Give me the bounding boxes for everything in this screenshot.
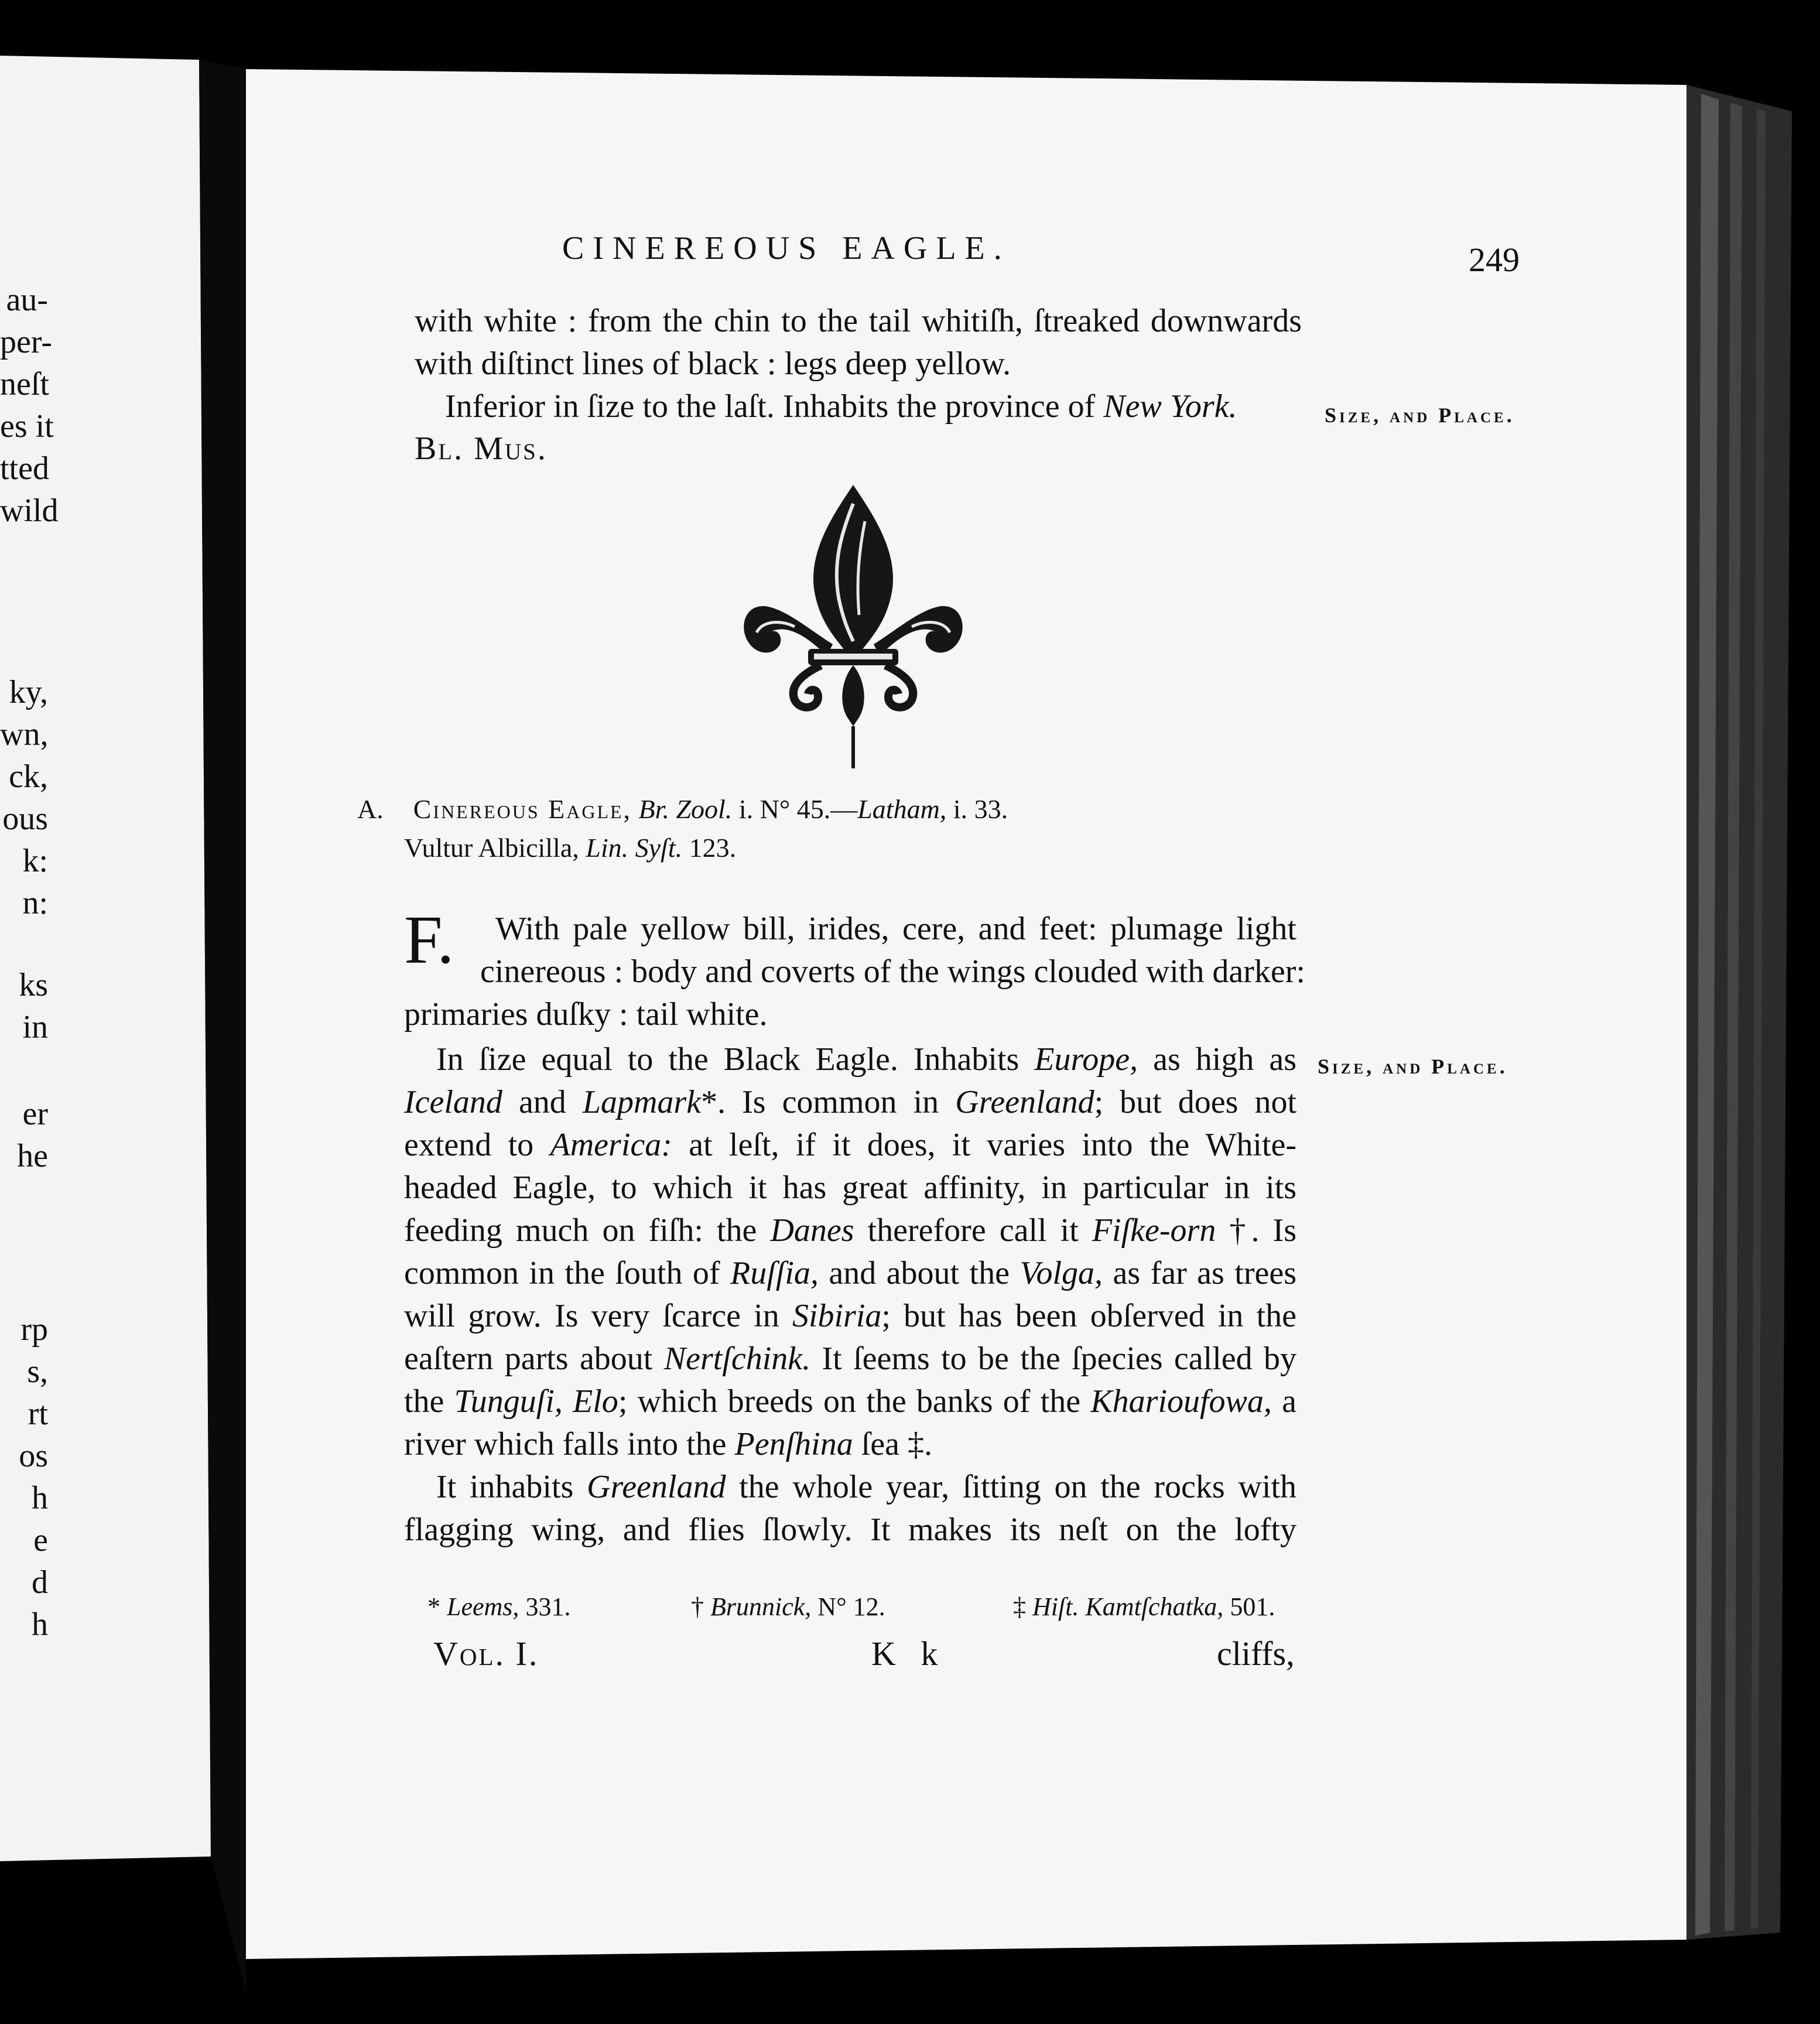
catchword: cliffs,	[1217, 1635, 1295, 1673]
text-line	[404, 1124, 1296, 1167]
place-name: Greenland	[587, 1469, 726, 1505]
running-head	[562, 230, 1011, 267]
prev-line: ky,	[9, 674, 48, 710]
place-name: Iceland	[404, 1084, 502, 1120]
text-run: In ſize equal to the Black Eagle. Inhabits	[436, 1041, 1035, 1078]
latin-name: Vultur Albicilla,	[404, 833, 586, 863]
people-name: Danes	[770, 1212, 854, 1249]
citation-number: i. N° 45.—	[732, 794, 858, 824]
text-run: at leſt, if it does, it varies into the White-	[672, 1127, 1297, 1163]
text-line: primaries duſky : tail white.	[404, 996, 768, 1032]
text-line: with diſtinct lines of black : legs deep yellow.	[415, 346, 1011, 382]
place-name: Lapmark	[582, 1084, 702, 1120]
text-run: as high as	[1138, 1041, 1296, 1078]
text-line	[404, 1209, 1296, 1252]
text-run: a	[1271, 1383, 1297, 1420]
text-run: ; which breeds on the banks of the	[618, 1383, 1091, 1420]
text-run: the whole year, ſitting on the rocks with	[726, 1469, 1296, 1505]
prev-line: wn,	[0, 716, 49, 753]
text-line	[404, 1380, 1296, 1423]
text-run: †. Is	[1216, 1212, 1296, 1249]
text-run: and about the	[818, 1255, 1020, 1291]
prev-line: per-	[0, 324, 53, 360]
text-run: Inferior in ſize to the laſt. Inhabits the province of	[445, 388, 1104, 425]
footnote-author: Brunnick,	[710, 1592, 812, 1621]
prev-line: s,	[27, 1353, 48, 1390]
citation-number: i. 33.	[946, 794, 1008, 824]
margin-note: Size, and Place.	[1325, 404, 1515, 427]
footnote-author: Leems,	[447, 1592, 519, 1621]
prev-line: ous	[2, 801, 48, 837]
prev-line: os	[19, 1438, 48, 1474]
volume-label: Vol. I.	[433, 1635, 539, 1673]
text-run: and	[502, 1084, 583, 1120]
citation-author: Latham,	[857, 794, 947, 824]
footnote	[691, 1592, 885, 1622]
text-run: feeding much on fiſh: the	[404, 1212, 771, 1249]
prev-line: e	[33, 1522, 48, 1558]
text-run: It inhabits	[436, 1469, 587, 1505]
footnote-ref: 501.	[1223, 1592, 1275, 1621]
text-run: ; but does not	[1094, 1084, 1296, 1120]
place-name: Europe,	[1034, 1041, 1138, 1078]
footnote-mark: *	[427, 1592, 447, 1621]
text-run: ſea ‡.	[853, 1426, 932, 1462]
text-run: ; but has been obſerved in the	[881, 1298, 1296, 1334]
text-line	[436, 1038, 1296, 1081]
text-line	[404, 1295, 1296, 1338]
prev-line: he	[17, 1138, 48, 1174]
signature-mark: K k	[871, 1635, 946, 1673]
museum-reference: Bl. Mus.	[415, 430, 548, 467]
footnote	[427, 1592, 570, 1622]
text-run: the	[404, 1383, 454, 1420]
text-run: will grow. Is very ſcarce in	[404, 1298, 792, 1334]
text-line	[404, 1081, 1296, 1124]
synonymy-line-2	[404, 830, 736, 866]
place-name: America:	[550, 1127, 672, 1163]
text-line	[404, 1338, 1296, 1380]
place-name: Penſhina	[734, 1426, 853, 1462]
species-heading: Cinereous Eagle,	[413, 794, 632, 824]
page-number: 249	[1469, 241, 1520, 279]
prev-line: wild	[0, 493, 59, 529]
prev-line: k:	[22, 843, 48, 879]
footnote	[1013, 1592, 1275, 1622]
text-run: extend to	[404, 1127, 550, 1163]
page-title: CINEREOUS EAGLE.	[562, 230, 1011, 266]
prev-line: ck,	[9, 758, 48, 795]
drop-letter: F.	[404, 901, 454, 978]
citation-title: Br. Zool.	[638, 794, 733, 824]
prev-line: in	[22, 1009, 48, 1045]
footnote-mark: †	[691, 1592, 710, 1621]
text-line: flagging wing, and flies ſlowly. It makes its neſt on the lofty	[404, 1512, 1296, 1548]
place-name: Volga,	[1020, 1255, 1103, 1291]
text-run: river which falls into the	[404, 1426, 735, 1462]
citation-number: 123.	[682, 833, 737, 863]
entry-letter: A.	[357, 794, 384, 824]
people-name: Tunguſi, Elo	[454, 1383, 618, 1420]
text-line	[404, 1252, 1296, 1295]
text-run: therefore call it	[854, 1212, 1092, 1249]
text-line: with white : from the chin to the tail whitiſh, ſtreaked downwards	[415, 303, 1302, 339]
text-run: *. Is common in	[701, 1084, 956, 1120]
prev-line: h	[32, 1606, 48, 1643]
margin-note: Size, and Place.	[1318, 1055, 1508, 1078]
text-run: common in the ſouth of	[404, 1255, 731, 1291]
citation-title: Lin. Syſt.	[586, 833, 683, 863]
prev-line: ks	[19, 967, 48, 1003]
prev-line: es it	[0, 408, 54, 445]
footnote-ref: N° 12.	[811, 1592, 885, 1621]
prev-line: au-	[6, 282, 48, 318]
prev-line: er	[22, 1096, 48, 1132]
synonymy-line-1	[357, 792, 1008, 827]
place-name: Ruſſia,	[730, 1255, 819, 1291]
footnote-ref: 331.	[519, 1592, 571, 1621]
text-line: cinereous : body and coverts of the wings clouded with darker:	[480, 953, 1305, 990]
place-name: Kharioufowa,	[1090, 1383, 1272, 1420]
fleur-de-lis-ornament	[739, 480, 967, 773]
place-name: New York.	[1103, 388, 1237, 425]
vernacular-name: Fiſke-orn	[1092, 1212, 1216, 1249]
place-name: Sibiria	[792, 1298, 882, 1334]
prev-line: tted	[0, 450, 49, 487]
place-name: Greenland	[955, 1084, 1094, 1120]
prev-line: neſt	[0, 366, 49, 402]
text-line: With pale yellow bill, irides, cere, and feet: plumage light	[495, 911, 1296, 947]
text-line	[445, 385, 1302, 428]
prev-line: d	[32, 1564, 48, 1601]
text-line	[436, 1466, 1296, 1509]
text-line	[404, 1423, 932, 1466]
place-name: Nertſchink.	[663, 1341, 811, 1377]
prev-line: n:	[22, 885, 48, 921]
footnote-mark: ‡	[1013, 1592, 1032, 1621]
prev-line: rt	[28, 1396, 48, 1432]
prev-line: rp	[20, 1311, 48, 1348]
text-run: eaſtern parts about	[404, 1341, 664, 1377]
footnote-title: Hiſt. Kamtſchatka,	[1032, 1592, 1224, 1621]
prev-line: h	[32, 1480, 48, 1516]
text-run: It ſeems to be the ſpecies called by	[810, 1341, 1296, 1377]
text-run: as far as trees	[1103, 1255, 1296, 1291]
text-line: headed Eagle, to which it has great affinity, in particular in its	[404, 1170, 1296, 1206]
